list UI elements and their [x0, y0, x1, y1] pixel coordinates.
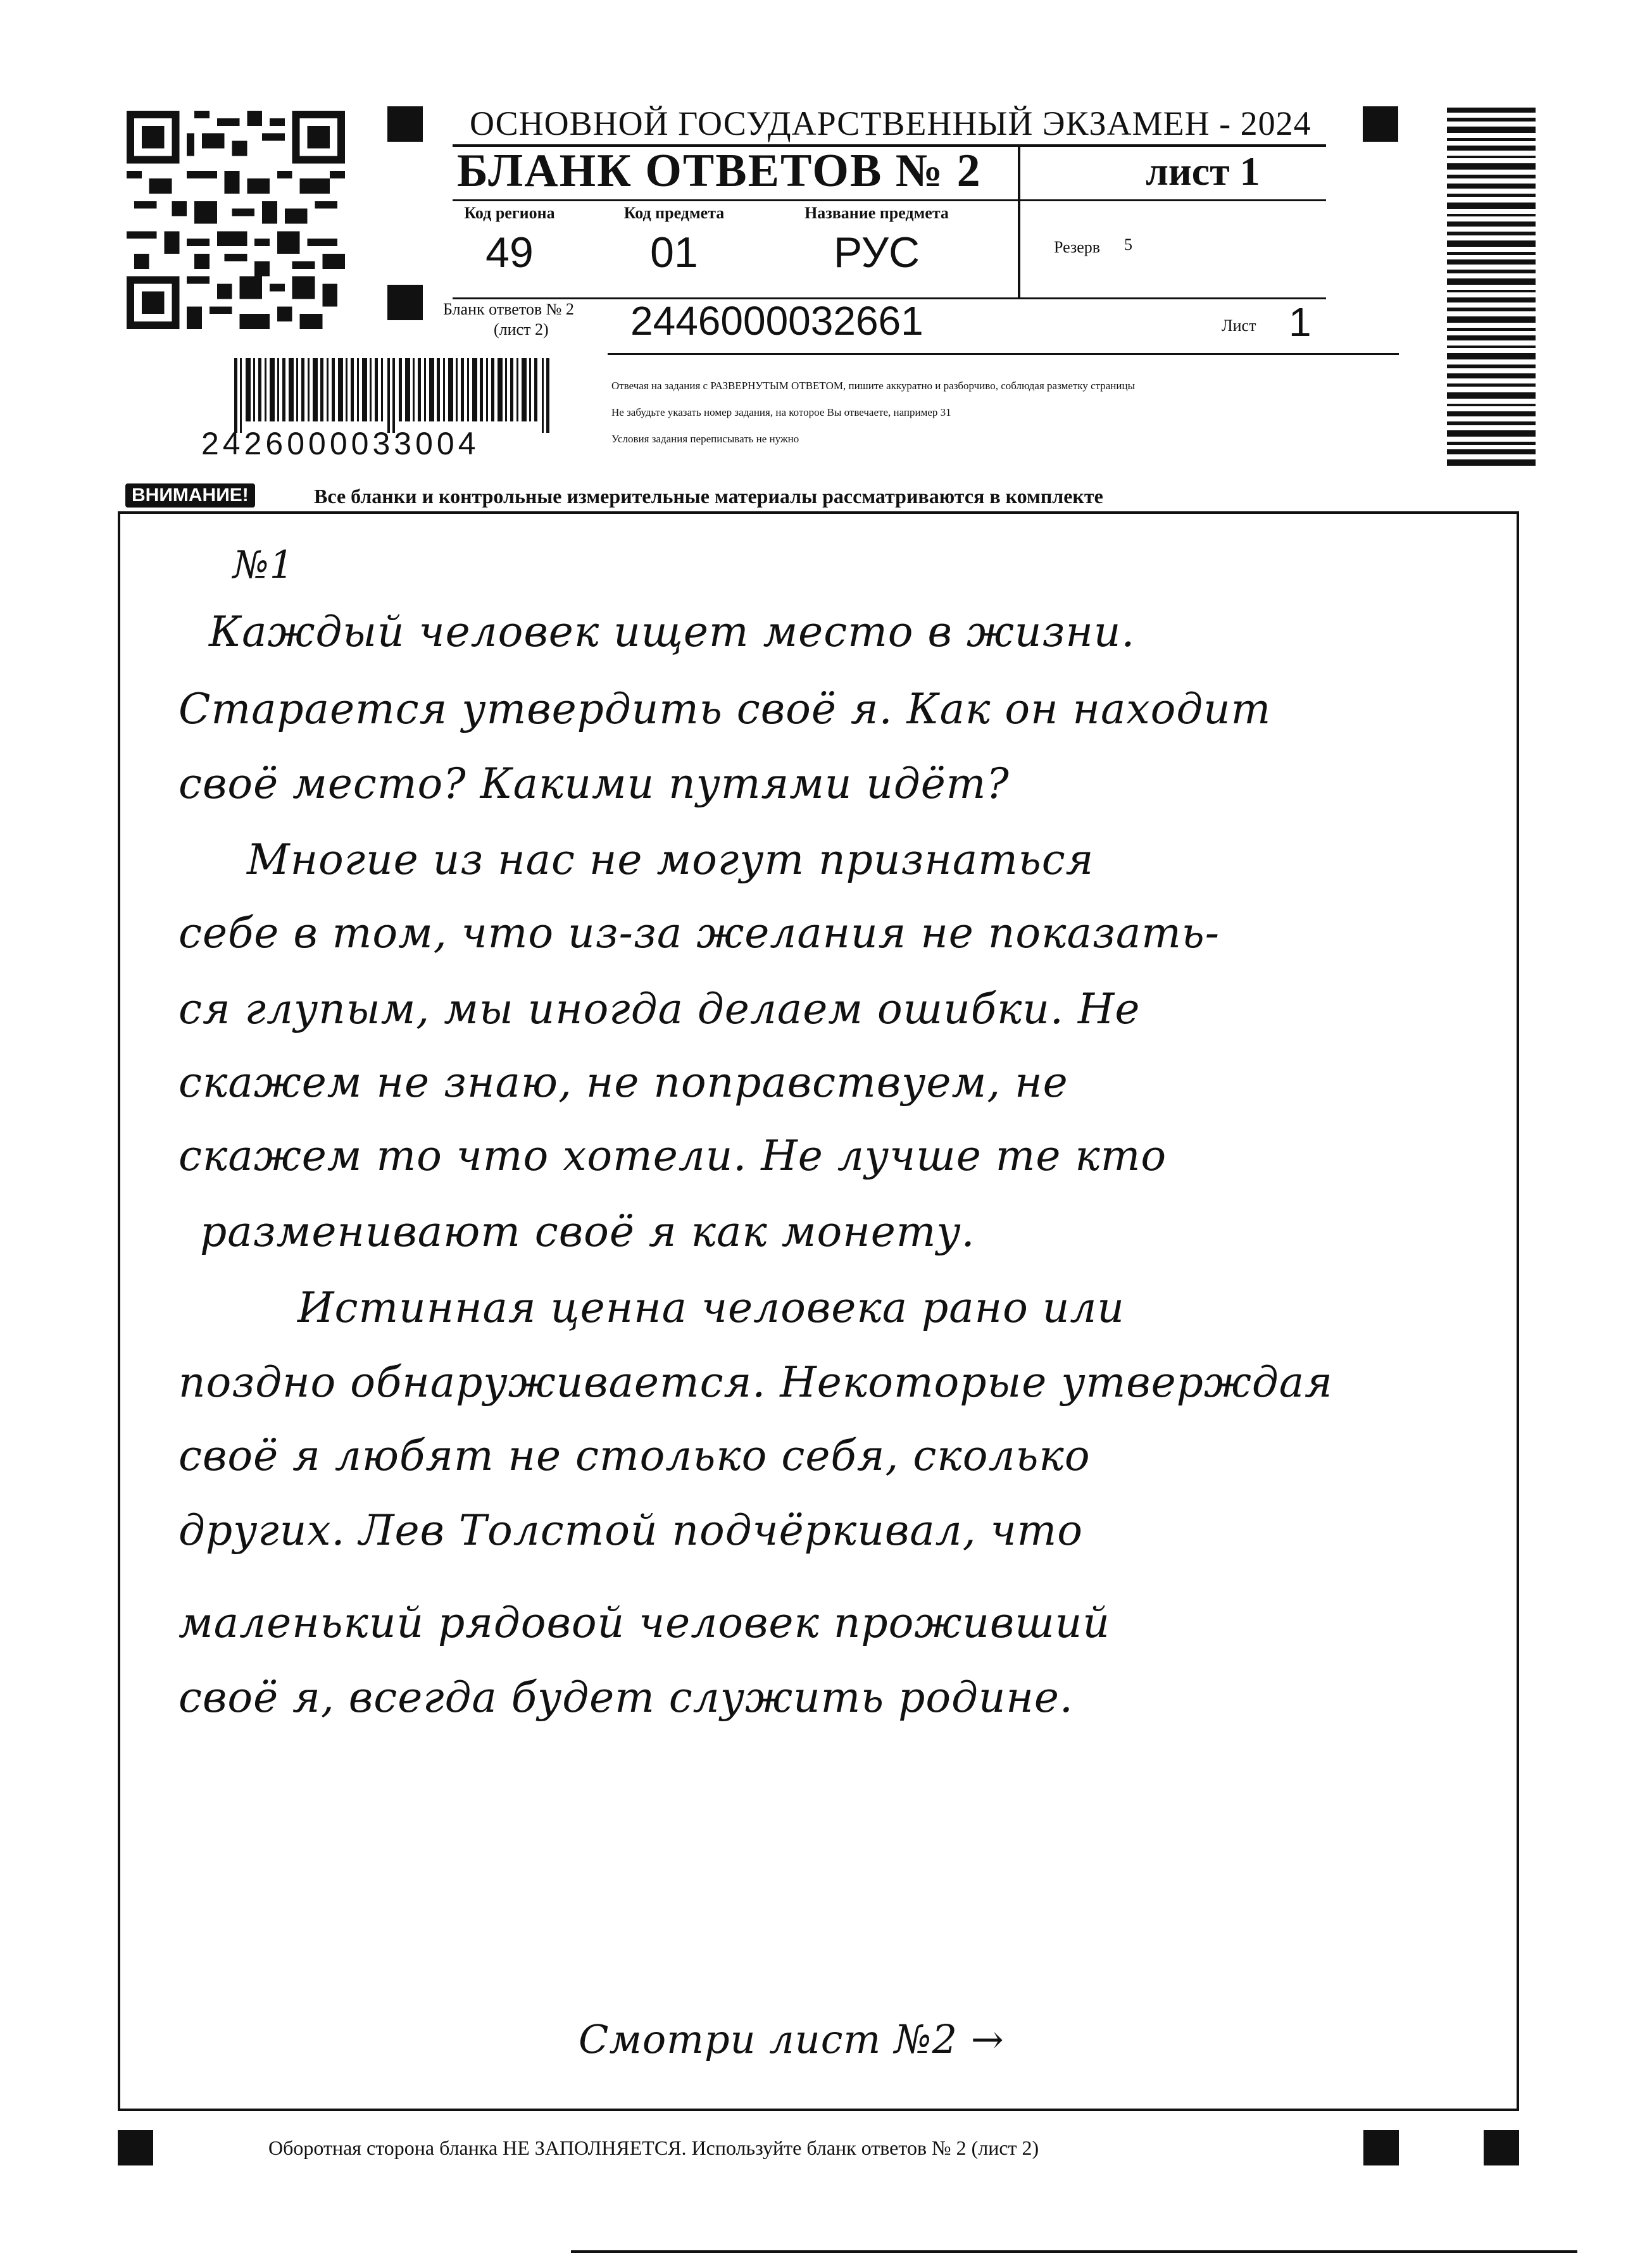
- footer-rule: [571, 2250, 1577, 2253]
- answer-line-12: своё я любят не столько себя, сколько: [178, 1431, 1091, 1480]
- sheet-title: лист 1: [1146, 149, 1260, 194]
- barcode: [234, 358, 557, 433]
- answer-line-14: маленький рядовой человек проживший: [178, 1598, 1110, 1647]
- header-divider-vertical: [1018, 147, 1020, 299]
- footer-text: Оборотная сторона бланка НЕ ЗАПОЛНЯЕТСЯ. Используйте бланк ответов № 2 (лист 2): [268, 2136, 1039, 2159]
- attention-text: Все бланки и контрольные измерительные материалы рассматриваются в комплекте: [314, 485, 1103, 508]
- reserve-value: 5: [1124, 235, 1132, 254]
- subject-code-value: 01: [650, 228, 698, 277]
- answer-line-5: себе в том, что из-за желания не показать-: [178, 909, 1220, 957]
- sheet2-number: 2446000032661: [630, 298, 923, 344]
- region-value: 49: [485, 228, 534, 277]
- list-label: Лист: [1222, 316, 1256, 335]
- answer-line-7: скажем не знаю, не поправствуем, не: [178, 1058, 1068, 1107]
- answer-line-6: ся глупым, мы иногда делаем ошибки. Не: [178, 985, 1141, 1033]
- subject-name-value: РУС: [833, 228, 920, 277]
- header-rule-mid: [453, 199, 1326, 201]
- exam-title: ОСНОВНОЙ ГОСУДАРСТВЕННЫЙ ЭКЗАМЕН - 2024: [470, 104, 1311, 142]
- registration-square-bottom-right-1: [1363, 2130, 1399, 2165]
- answer-line-9: разменивают своё я как монету.: [200, 1207, 975, 1256]
- answer-line-1: Каждый человек ищет место в жизни.: [209, 608, 1136, 656]
- registration-square-bottom-left: [118, 2130, 153, 2165]
- answer-line-13: других. Лев Толстой подчёркивал, что: [178, 1506, 1083, 1555]
- answer-line-10: Истинная ценна человека рано или: [297, 1283, 1125, 1332]
- barcode-number: 2426000033004: [201, 426, 480, 461]
- registration-square-top-right: [1363, 106, 1398, 142]
- list-value: 1: [1289, 299, 1311, 345]
- task-number: №1: [233, 543, 294, 587]
- answer-line-8: скажем то что хотели. Не лучше те кто: [178, 1131, 1167, 1180]
- sheet2-label-line1: Бланк ответов № 2: [443, 300, 574, 318]
- answer-line-15: своё я, всегда будет служить родине.: [178, 1673, 1074, 1722]
- subject-code-label: Код предмета: [623, 204, 725, 222]
- qr-code: [127, 111, 345, 329]
- see-next-sheet: Смотри лист №2 →: [579, 2016, 1005, 2062]
- form-title: БЛАНК ОТВЕТОВ № 2: [457, 145, 982, 197]
- answer-line-2: Старается утвердить своё я. Как он находит: [178, 685, 1272, 733]
- instruction-2: Не забудьте указать номер задания, на которое Вы отвечаете, например 31: [611, 406, 951, 418]
- instruction-3: Условия задания переписывать не нужно: [611, 433, 799, 445]
- registration-square-mid-left: [387, 285, 423, 320]
- header-rule-bottom: [608, 353, 1399, 355]
- side-barcode: [1447, 108, 1536, 470]
- instruction-1: Отвечая на задания с РАЗВЕРНУТЫМ ОТВЕТОМ, пишите аккуратно и разборчиво, соблюдая разметку страницы: [611, 380, 1136, 392]
- answer-line-4: Многие из нас не могут признаться: [247, 835, 1094, 884]
- registration-square-bottom-right-2: [1484, 2130, 1519, 2165]
- subject-name-label: Название предмета: [804, 204, 949, 222]
- reserve-label: Резерв: [1054, 238, 1101, 256]
- sheet2-label-line2: (лист 2): [494, 320, 549, 339]
- region-label: Код региона: [464, 204, 555, 222]
- attention-badge: ВНИМАНИЕ!: [125, 483, 255, 508]
- answer-line-3: своё место? Какими путями идёт?: [178, 759, 1010, 808]
- answer-line-11: поздно обнаруживается. Некоторые утверждая: [178, 1358, 1333, 1407]
- registration-square-top-left: [387, 106, 423, 142]
